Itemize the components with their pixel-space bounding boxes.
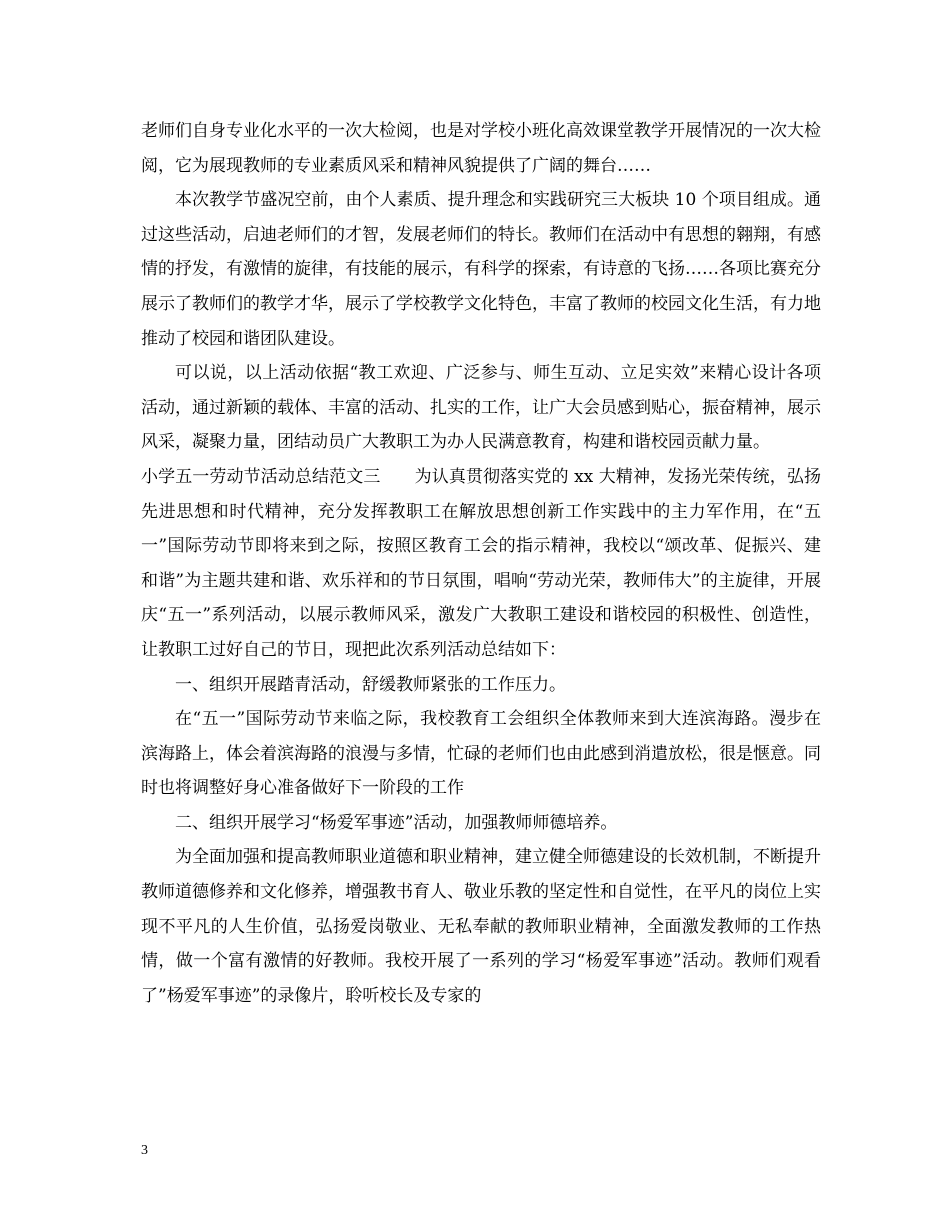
document-body [141, 114, 821, 1013]
paragraph-3: 可以说，以上活动依据“教工欢迎、广泛参与、师生互动、立足实效”来精心设计各项活动，通过新颖的载体、丰富的活动、扎实的工作，让广大会员感到贴心，振奋精神，展示风采，凝聚力量，团结动员广大教职工为办人民满意教育，构建和谐校园贡献力量。 [141, 363, 821, 453]
paragraph-2: 本次教学节盛况空前，由个人素质、提升理念和实践研究三大板块 10 个项目组成。通过这些活动，启迪老师们的才智，发展老师们的特长。教师们在活动中有思想的翱翔，有感情的抒发，有激情的旋律，有技能的展示，有科学的探索，有诗意的飞扬……各项比赛充分展示了教师们的教学才华，展示了学校教学文化特色，丰富了教师的校园文化生活，有力地推动了校园和谐团队建设。 [141, 190, 821, 349]
paragraph-6: 在“五一”国际劳动节来临之际，我校教育工会组织全体教师来到大连滨海路。漫步在滨海路上，体会着滨海路的浪漫与多情，忙碌的老师们也由此感到消遣放松，很是惬意。同时也将调整好身心准备做好下一阶段的工作 [141, 709, 821, 799]
paragraph-5: 一、组织开展踏青活动，舒缓教师紧张的工作压力。 [175, 674, 566, 695]
page-number: 3 [141, 1143, 148, 1158]
paragraph-section-heading: 小学五一劳动节活动总结范文三 为认真贯彻落实党的 xx 大精神，发扬光荣传统，弘扬先进思想和时代精神，充分发挥教职工在解放思想创新工作实践中的主力军作用，在“五一”国际劳动节即将来到之际，按照区教育工会的指示精神，我校以“颂改革、促振兴、建和谐”为主题共建和谐、欢乐祥和的节日氛围，唱响“劳动光荣，教师伟大”的主旋律，开展庆“五一”系列活动，以展示教师风采，激发广大教职工建设和谐校园的积极性、创造性，让教职工过好自己的节日，现把此次系列活动总结如下： [141, 466, 821, 660]
paragraph-1: 老师们自身专业化水平的一次大检阅，也是对学校小班化高效课堂教学开展情况的一次大检阅，它为展现教师的专业素质风采和精神风貌提供了广阔的舞台…… [141, 121, 821, 176]
paragraph-8: 为全面加强和提高教师职业道德和职业精神，建立健全师德建设的长效机制，不断提升教师道德修养和文化修养，增强教书育人、敬业乐教的坚定性和自觉性，在平凡的岗位上实现不平凡的人生价值，弘扬爱岗敬业、无私奉献的教师职业精神，全面激发教师的工作热情，做一个富有激情的好教师。我校开展了一系列的学习“杨爱军事迹”活动。教师们观看了”杨爱军事迹”的录像片，聆听校长及专家的 [141, 847, 821, 1006]
paragraph-7: 二、组织开展学习“杨爱军事迹”活动，加强教师师德培养。 [175, 812, 618, 833]
